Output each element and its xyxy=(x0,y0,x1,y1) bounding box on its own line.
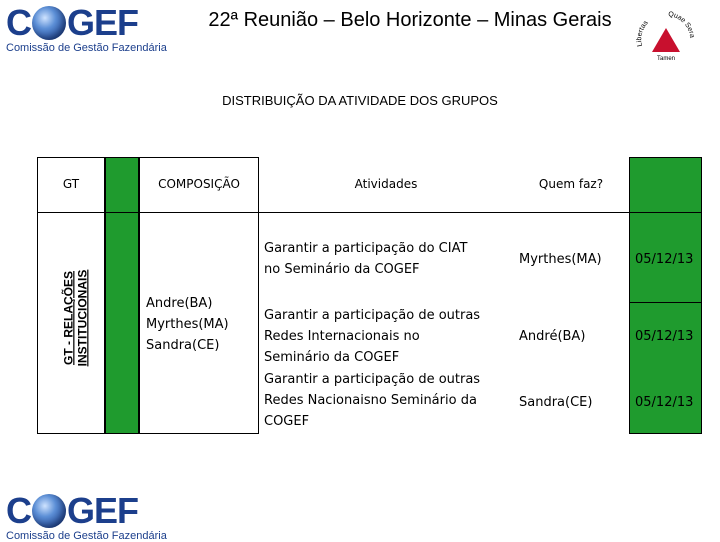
activity-2-line-3: Seminário da COGEF xyxy=(264,350,400,365)
minas-gerais-seal xyxy=(636,8,696,64)
page-title: 22ª Reunião – Belo Horizonte – Minas Gerais xyxy=(208,9,612,31)
svg-text:Libertas xyxy=(636,19,650,47)
header-composicao: COMPOSIÇÃO xyxy=(158,177,240,191)
activity-table xyxy=(37,157,702,434)
org-name: Comissão de Gestão Fazendária xyxy=(6,42,167,54)
activity-2 xyxy=(264,305,514,368)
cogef-wordmark xyxy=(6,2,139,43)
deadline-2: 05/12/13 xyxy=(635,329,694,344)
svg-text:Quae Sera xyxy=(668,11,696,39)
deadline-3: 05/12/13 xyxy=(635,395,694,410)
seal-triangle xyxy=(652,28,680,52)
activity-1 xyxy=(264,238,514,280)
activity-2-line-1: Garantir a participação de outras xyxy=(264,308,481,323)
org-name-bottom: Comissão de Gestão Fazendária xyxy=(6,530,167,542)
cogef-logo xyxy=(6,2,186,54)
activity-3-line-3: COGEF xyxy=(264,414,310,429)
logo-letter-c: C xyxy=(6,2,31,43)
seal-motto-bottom: Tamen xyxy=(656,56,676,62)
group-label-line2: INSTITUCIONAIS xyxy=(75,269,90,367)
seal-icon xyxy=(636,8,696,64)
activity-2-line-2: Redes Internacionais no xyxy=(264,329,420,344)
logo-letters-gef: GEF xyxy=(67,2,139,43)
member-2: Myrthes(MA) xyxy=(146,317,229,332)
responsible-1: Myrthes(MA) xyxy=(519,252,602,267)
seal-motto-right: Quae Sera xyxy=(667,10,696,39)
activity-3-line-1: Garantir a participação de outras xyxy=(264,372,481,387)
activity-3-line-2: Redes Nacionaisno Seminário da xyxy=(264,393,477,408)
activity-3 xyxy=(264,369,514,432)
globe-icon xyxy=(32,6,66,40)
responsible-3: Sandra(CE) xyxy=(519,395,593,410)
responsible-2: André(BA) xyxy=(519,329,586,344)
composition-list xyxy=(146,293,258,356)
seal-motto-left: Libertas xyxy=(636,19,650,48)
cogef-wordmark-bottom xyxy=(6,490,139,531)
section-subtitle: DISTRIBUIÇÃO DA ATIVIDADE DOS GRUPOS xyxy=(222,93,498,108)
group-label-line1: GT - RELAÇÕES xyxy=(61,270,76,366)
globe-icon-bottom xyxy=(32,494,66,528)
deadline-1: 05/12/13 xyxy=(635,252,694,267)
header-quem: Quem faz? xyxy=(538,177,604,191)
cogef-logo-bottom xyxy=(6,490,186,542)
member-1: Andre(BA) xyxy=(146,296,213,311)
group-label xyxy=(45,203,105,433)
prazo-divider xyxy=(629,302,702,303)
column-c xyxy=(105,157,139,434)
header-atividades: Atividades xyxy=(354,177,418,191)
logo-letter-c-bottom: C xyxy=(6,490,31,531)
header-gt: GT xyxy=(62,177,80,191)
activity-1-line-1: Garantir a participação do CIAT xyxy=(264,241,468,256)
logo-letters-gef-bottom: GEF xyxy=(67,490,139,531)
header-divider xyxy=(37,212,702,213)
member-3: Sandra(CE) xyxy=(146,338,220,353)
activity-1-line-2: no Seminário da COGEF xyxy=(264,262,420,277)
